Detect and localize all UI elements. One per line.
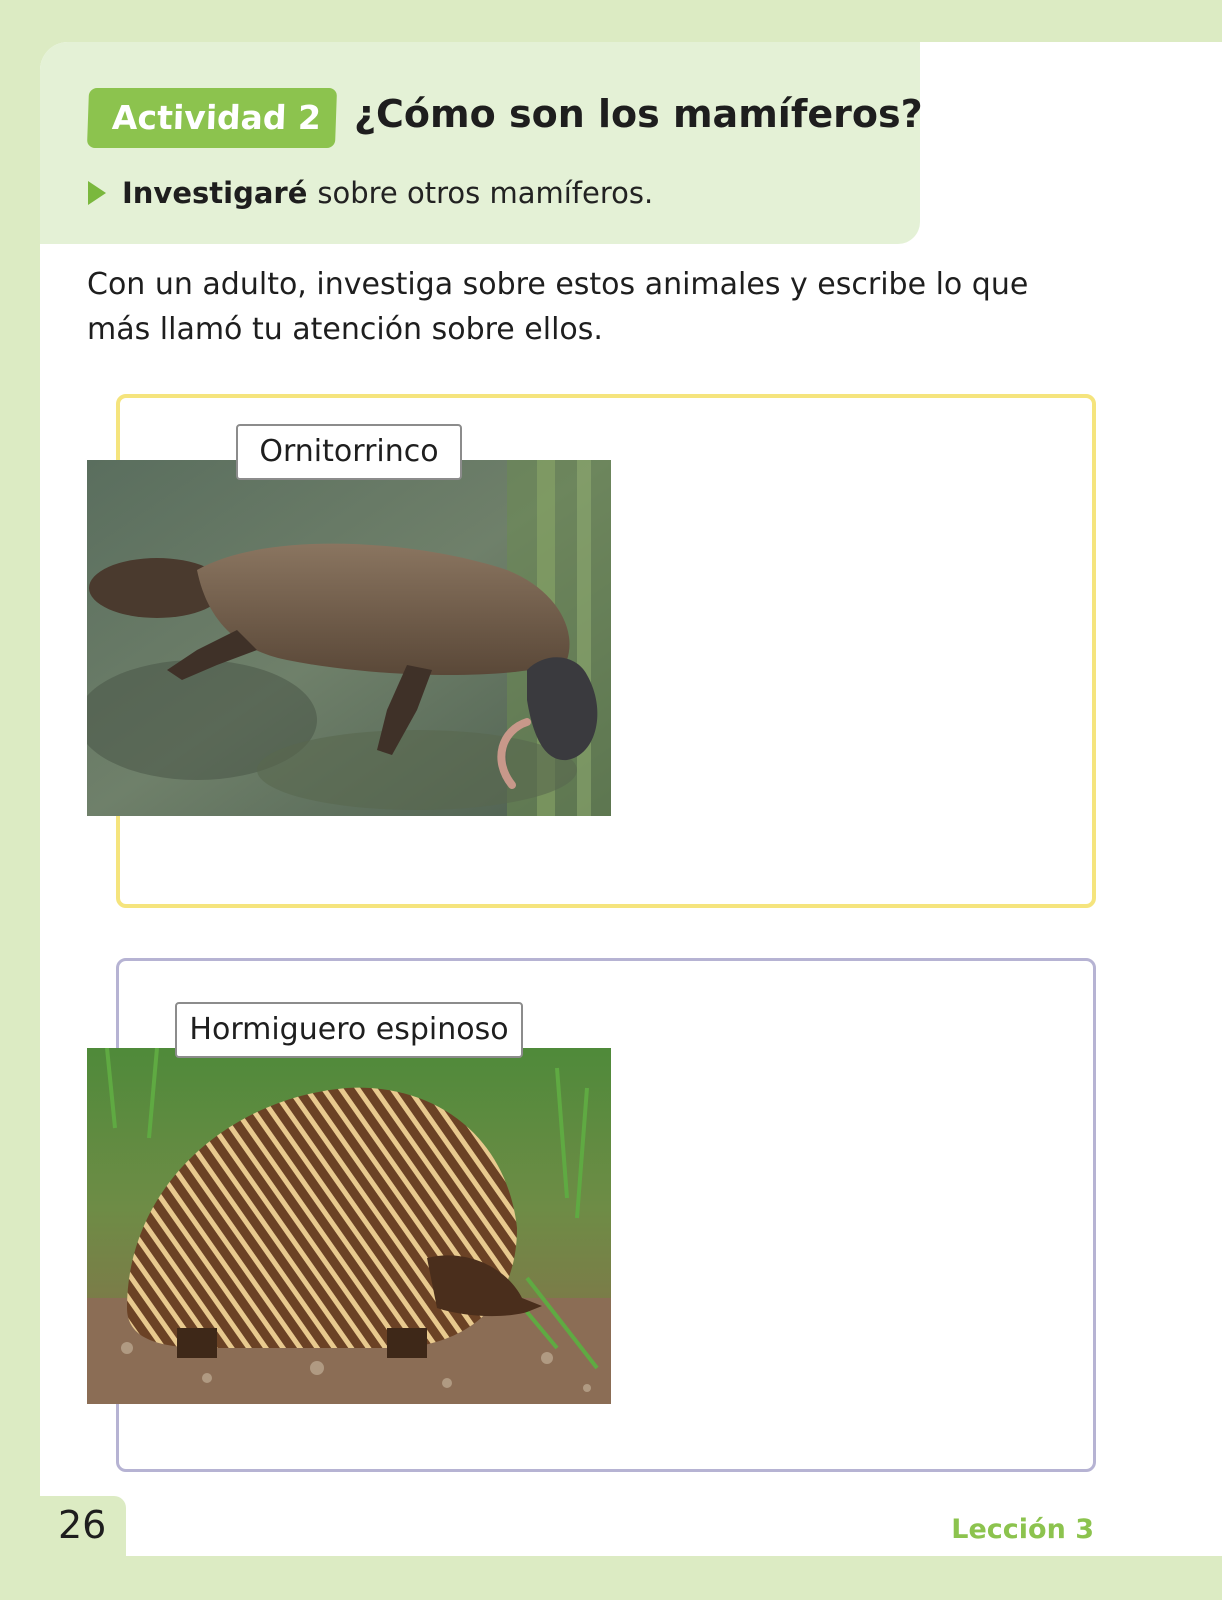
animal-label-platypus: Ornitorrinco xyxy=(236,424,462,480)
goal-text: sobre otros mamíferos. xyxy=(317,176,654,210)
echidna-photo xyxy=(87,1048,611,1404)
play-arrow-icon xyxy=(88,181,106,205)
animal-label-echidna: Hormiguero espinoso xyxy=(175,1002,523,1058)
activity-title: ¿Cómo son los mamíferos? xyxy=(354,92,923,136)
page-number: 26 xyxy=(58,1503,107,1547)
goal-verb: Investigaré xyxy=(122,176,308,210)
platypus-photo xyxy=(87,460,611,816)
instruction-text: Con un adulto, investiga sobre estos animales y escribe lo que más llamó tu atención sobre ellos. xyxy=(87,267,1029,347)
goal-row xyxy=(88,176,653,210)
lesson-label: Lección 3 xyxy=(951,1514,1094,1545)
activity-badge: Actividad 2 xyxy=(87,88,337,148)
